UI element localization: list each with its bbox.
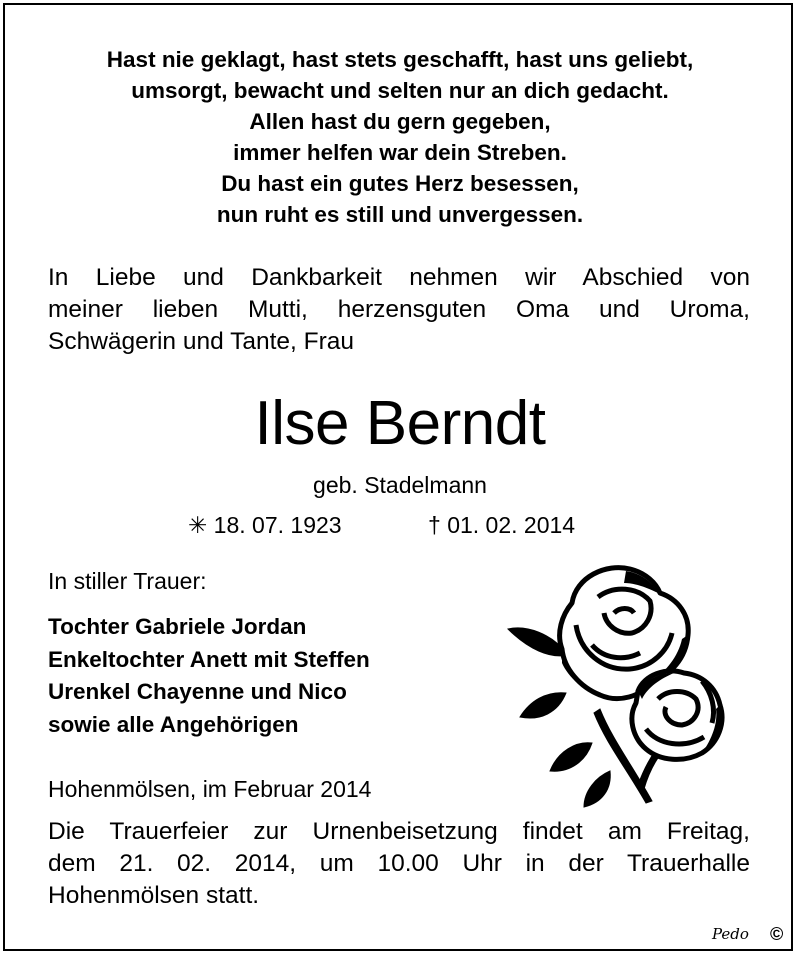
deceased-name: Ilse Berndt: [254, 389, 546, 458]
birth-date-value: 18. 07. 1923: [213, 512, 342, 538]
funeral-announcement: [48, 816, 750, 912]
place-and-date: Hohenmölsen, im Februar 2014: [48, 776, 372, 802]
poem-line: Du hast ein gutes Herz besessen,: [221, 171, 579, 196]
poem-line: immer helfen war dein Streben.: [233, 140, 567, 165]
intro-line: In Liebe und Dankbarkeit nehmen wir Abschied von: [48, 264, 750, 291]
death-cross-icon: †: [428, 512, 441, 538]
maiden-name: geb. Stadelmann: [313, 472, 487, 498]
mourners-list: [48, 611, 370, 741]
mourner-entry: Tochter Gabriele Jordan: [48, 614, 307, 639]
death-date: [428, 510, 575, 540]
mourners-heading: In stiller Trauer:: [48, 568, 207, 594]
poem-line: Allen hast du gern gegeben,: [249, 109, 551, 134]
intro-line: Schwägerin und Tante, Frau: [48, 328, 354, 355]
intro-line: meiner lieben Mutti, herzensguten Oma und Uroma,: [48, 296, 750, 323]
mourner-entry: sowie alle Angehörigen: [48, 711, 299, 737]
mourner-entry: Enkeltochter Anett mit Steffen: [48, 646, 370, 672]
funeral-line: Die Trauerfeier zur Urnenbeisetzung findet am Freitag,: [48, 818, 750, 845]
birth-date: [188, 510, 342, 540]
death-date-value: 01. 02. 2014: [447, 512, 576, 538]
funeral-line: dem 21. 02. 2014, um 10.00 Uhr in der Trauerhalle: [48, 850, 750, 877]
designer-signature: Pedo: [712, 925, 749, 943]
poem-line: Hast nie geklagt, hast stets geschafft, hast uns geliebt,: [106, 47, 694, 72]
birth-star-icon: ✳: [188, 512, 208, 538]
rose-icon: [506, 563, 748, 813]
poem-line: nun ruht es still und unvergessen.: [216, 202, 584, 227]
funeral-line: Hohenmölsen statt.: [48, 882, 260, 909]
farewell-intro: [48, 262, 750, 358]
poem-line: umsorgt, bewacht und selten nur an dich gedacht.: [131, 78, 669, 103]
mourner-entry: Urenkel Chayenne und Nico: [48, 679, 347, 704]
memorial-poem: [0, 44, 800, 230]
copyright-icon: ©: [770, 924, 784, 944]
